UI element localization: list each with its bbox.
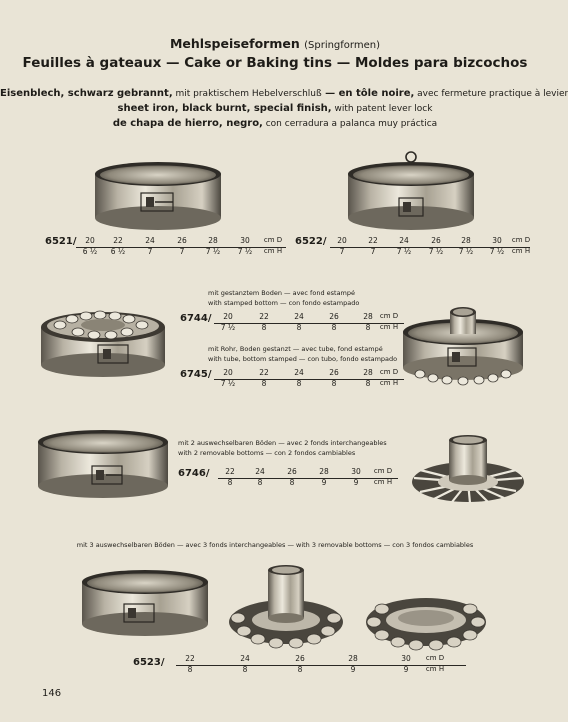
diameter-cell: 26 bbox=[295, 654, 305, 663]
diameter-row bbox=[214, 312, 404, 323]
diameter-cell: 26 bbox=[329, 312, 339, 321]
label-6523-line1: mit 3 auswechselbaren Böden — avec 3 fonds interchangeables — with 3 removable bottoms — con 3 fondos cambiables bbox=[76, 541, 474, 549]
item-code-6523: 6523/ bbox=[133, 657, 165, 668]
diameter-cell: 24 bbox=[145, 236, 155, 245]
diameter-row bbox=[76, 236, 286, 247]
height-cell: 8 bbox=[331, 323, 337, 332]
diameter-cell: 26 bbox=[177, 236, 187, 245]
height-cell: 7 ½ bbox=[205, 247, 221, 256]
springform-pan-6521-image bbox=[93, 160, 223, 232]
height-cell: 8 bbox=[261, 323, 267, 332]
height-cell: 8 bbox=[365, 379, 371, 388]
diameter-cell: 28 bbox=[461, 236, 471, 245]
unit-diameter: cm D bbox=[263, 236, 283, 244]
diameter-cell: 22 bbox=[225, 467, 235, 476]
label-6744-line2: with stamped bottom — con fondo estampado bbox=[208, 299, 360, 307]
diameter-cell: 22 bbox=[368, 236, 378, 245]
unit-height: cm H bbox=[263, 247, 283, 255]
springform-pan-6746-image bbox=[36, 428, 170, 502]
height-cell: 9 bbox=[321, 478, 327, 487]
height-cell: 7 bbox=[147, 247, 153, 256]
height-cell: 8 bbox=[289, 478, 295, 487]
height-cell: 7 ½ bbox=[458, 247, 474, 256]
diameter-cell: 26 bbox=[329, 368, 339, 377]
unit-height: cm H bbox=[379, 323, 399, 331]
item-code-6522: 6522/ bbox=[295, 236, 327, 247]
unit-height: cm H bbox=[373, 478, 393, 486]
diameter-cell: 20 bbox=[85, 236, 95, 245]
diameter-cell: 28 bbox=[363, 312, 373, 321]
diameter-cell: 24 bbox=[399, 236, 409, 245]
height-cell: 8 bbox=[331, 379, 337, 388]
diameter-cell: 22 bbox=[259, 312, 269, 321]
height-row bbox=[176, 665, 466, 676]
fluted-bottom-6523-image bbox=[364, 596, 488, 650]
page-number: 146 bbox=[42, 688, 62, 699]
diameter-cell: 24 bbox=[294, 312, 304, 321]
diameter-cell: 22 bbox=[113, 236, 123, 245]
page-subtitle: Feuilles à gateaux — Cake or Baking tins — Moldes para bizcochos bbox=[22, 55, 528, 71]
diameter-cell: 20 bbox=[223, 312, 233, 321]
intro-line-2: sheet iron, black burnt, special finish, with patent lever lock bbox=[117, 103, 433, 114]
height-cell: 9 bbox=[403, 665, 409, 674]
intro-line-3: de chapa de hierro, negro, con cerradura a palanca muy práctica bbox=[112, 118, 438, 129]
height-cell: 8 bbox=[296, 323, 302, 332]
diameter-cell: 28 bbox=[208, 236, 218, 245]
height-cell: 8 bbox=[227, 478, 233, 487]
height-row bbox=[330, 247, 530, 258]
label-6744-line1: mit gestanztem Boden — avec fond estampé bbox=[208, 289, 356, 297]
diameter-cell: 20 bbox=[223, 368, 233, 377]
diameter-row bbox=[330, 236, 530, 247]
height-row bbox=[218, 478, 398, 489]
size-table-6745 bbox=[214, 368, 404, 390]
label-6746-line1: mit 2 auswechselbaren Böden — avec 2 fonds interchangeables bbox=[178, 439, 387, 447]
diameter-cell: 30 bbox=[240, 236, 250, 245]
height-cell: 6 ½ bbox=[110, 247, 126, 256]
unit-height: cm H bbox=[511, 247, 531, 255]
height-cell: 8 bbox=[257, 478, 263, 487]
height-row bbox=[214, 323, 404, 334]
unit-height: cm H bbox=[425, 665, 445, 673]
diameter-cell: 22 bbox=[185, 654, 195, 663]
unit-diameter: cm D bbox=[373, 467, 393, 475]
diameter-cell: 24 bbox=[255, 467, 265, 476]
height-cell: 7 ½ bbox=[220, 379, 236, 388]
springform-pan-6523-image bbox=[80, 568, 210, 640]
height-cell: 7 bbox=[179, 247, 185, 256]
item-code-6744: 6744/ bbox=[180, 313, 212, 324]
unit-diameter: cm D bbox=[379, 368, 399, 376]
size-table-6523 bbox=[176, 654, 466, 676]
diameter-cell: 28 bbox=[319, 467, 329, 476]
item-code-6521: 6521/ bbox=[45, 236, 77, 247]
height-cell: 7 ½ bbox=[428, 247, 444, 256]
diameter-row bbox=[176, 654, 466, 665]
height-row bbox=[214, 379, 404, 390]
height-cell: 8 bbox=[261, 379, 267, 388]
height-cell: 8 bbox=[297, 665, 303, 674]
diameter-cell: 24 bbox=[294, 368, 304, 377]
size-table-6522 bbox=[330, 236, 530, 258]
page-title-sub: (Springformen) bbox=[304, 40, 380, 51]
diameter-row bbox=[214, 368, 404, 379]
height-cell: 7 ½ bbox=[489, 247, 505, 256]
height-cell: 7 ½ bbox=[396, 247, 412, 256]
size-table-6521 bbox=[76, 236, 286, 258]
height-cell: 7 bbox=[370, 247, 376, 256]
diameter-cell: 28 bbox=[363, 368, 373, 377]
diameter-cell: 20 bbox=[337, 236, 347, 245]
height-row bbox=[76, 247, 286, 258]
unit-diameter: cm D bbox=[511, 236, 531, 244]
height-cell: 8 bbox=[187, 665, 193, 674]
diameter-row bbox=[218, 467, 398, 478]
diameter-cell: 30 bbox=[492, 236, 502, 245]
page-title: Mehlspeiseformen (Springformen) bbox=[169, 36, 380, 51]
label-6745-line2: with tube, bottom stamped — con tubo, fondo estampado bbox=[208, 355, 398, 363]
height-cell: 7 ½ bbox=[237, 247, 253, 256]
size-table-6746 bbox=[218, 467, 398, 489]
diameter-cell: 26 bbox=[431, 236, 441, 245]
springform-pan-6745-image bbox=[400, 302, 526, 392]
diameter-cell: 24 bbox=[240, 654, 250, 663]
springform-pan-6744-image bbox=[38, 305, 168, 385]
label-6746-line2: with 2 removable bottoms — con 2 fondos cambiables bbox=[178, 449, 356, 457]
unit-diameter: cm D bbox=[425, 654, 445, 662]
diameter-cell: 28 bbox=[348, 654, 358, 663]
springform-pan-6522-image bbox=[345, 148, 477, 236]
diameter-cell: 26 bbox=[287, 467, 297, 476]
height-cell: 8 bbox=[296, 379, 302, 388]
height-cell: 9 bbox=[350, 665, 356, 674]
diameter-cell: 30 bbox=[351, 467, 361, 476]
diameter-cell: 30 bbox=[401, 654, 411, 663]
item-code-6745: 6745/ bbox=[180, 369, 212, 380]
item-code-6746: 6746/ bbox=[178, 468, 210, 479]
height-cell: 9 bbox=[353, 478, 359, 487]
diameter-cell: 22 bbox=[259, 368, 269, 377]
size-table-6744 bbox=[214, 312, 404, 334]
unit-diameter: cm D bbox=[379, 312, 399, 320]
label-6745-line1: mit Rohr, Boden gestanzt — avec tube, fond estampé bbox=[208, 345, 383, 353]
intro-line-1: Eisenblech, schwarz gebrannt, mit praktischem Hebelverschluß — en tôle noire, avec fermeture practique à levier bbox=[0, 88, 568, 99]
height-cell: 6 ½ bbox=[82, 247, 98, 256]
height-cell: 7 bbox=[339, 247, 345, 256]
fluted-tube-bottom-6746-image bbox=[408, 428, 528, 508]
height-cell: 8 bbox=[242, 665, 248, 674]
height-cell: 7 ½ bbox=[220, 323, 236, 332]
height-cell: 8 bbox=[365, 323, 371, 332]
unit-height: cm H bbox=[379, 379, 399, 387]
fluted-tube-bottom-6523-image bbox=[226, 560, 346, 648]
